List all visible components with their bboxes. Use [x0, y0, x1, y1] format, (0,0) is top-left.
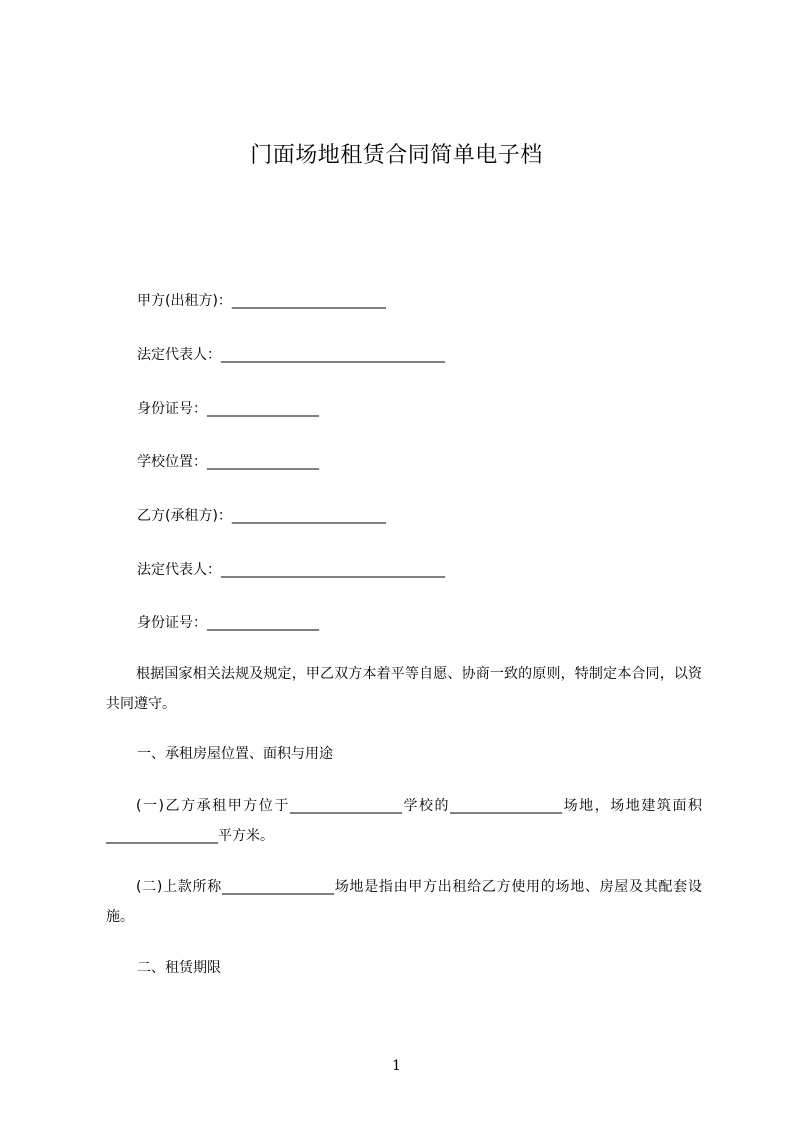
party-b-id-field: 身份证号：________________: [137, 615, 319, 631]
party-a-representative-field: 法定代表人：________________________________: [137, 347, 445, 363]
document-title: 门面场地租赁合同简单电子档: [250, 143, 543, 168]
school-location-field: 学校位置：________________: [137, 454, 319, 470]
section-heading: 二、租赁期限: [137, 960, 221, 976]
party-b-field: 乙方(承租方)：______________________: [137, 508, 386, 524]
page-number: 1: [392, 1058, 401, 1074]
party-a-id-field: 身份证号：________________: [137, 401, 319, 417]
section-heading: 一、承租房屋位置、面积与用途: [137, 746, 333, 762]
clause-paragraph: (二)上款所称________________场地是指由甲方出租给乙方使用的场地、房屋及其配套设施。: [106, 879, 702, 925]
intro-paragraph: 根据国家相关法规及规定，甲乙双方本着平等自愿、协商一致的原则，特制定本合同，以资共同遵守。: [106, 666, 702, 712]
party-b-representative-field: 法定代表人：________________________________: [137, 562, 445, 578]
party-a-field: 甲方(出租方)：______________________: [137, 293, 386, 309]
clause-paragraph: (一)乙方承租甲方位于________________学校的________________场地，场地建筑面积________________平方米。: [106, 798, 702, 844]
